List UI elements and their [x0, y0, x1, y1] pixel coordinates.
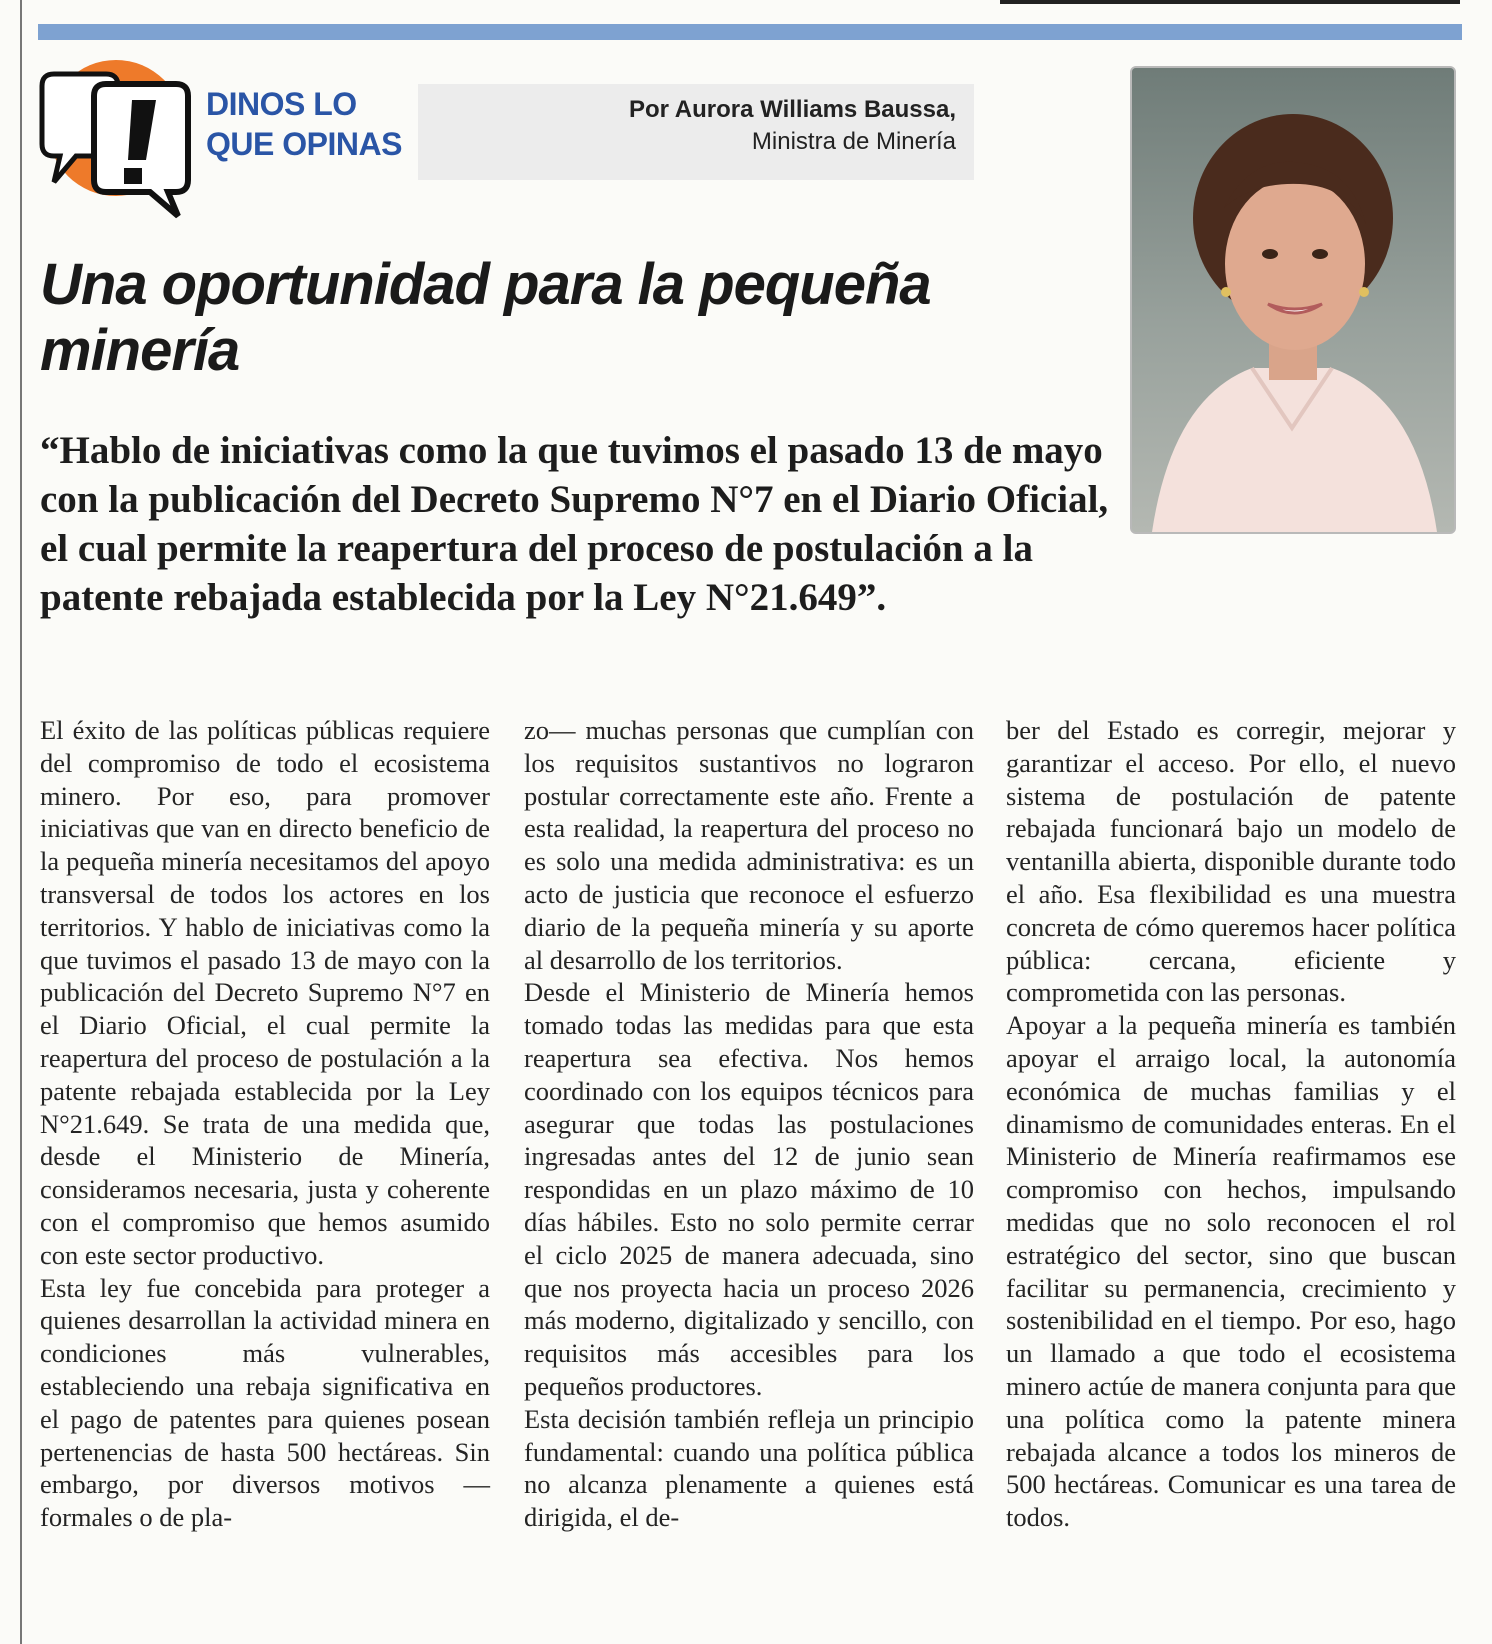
section-color-bar [38, 24, 1462, 40]
body-column-2 [524, 714, 974, 1534]
speech-bubble-exclamation-icon [28, 60, 208, 220]
headline: Una oportunidad para la pequeña minería [40, 252, 931, 383]
author-portrait-illustration [1132, 68, 1454, 532]
body-paragraph: Esta decisión también refleja un principio fundamental: cuando una política pública no alcanza plenamente a quienes está dirigida, el de- [524, 1403, 974, 1533]
top-strip [1000, 0, 1460, 4]
body-paragraph: zo— muchas personas que cumplían con los requisitos sustantivos no lograron postular correctamente este año. Frente a esta realidad, la reapertura del proceso no es solo una medida administrativa: es un acto de justicia que reconoce el esfuerzo diario de la pequeña minería y su aporte al desarrollo de los territorios. [524, 715, 974, 975]
body-paragraph: Esta ley fue concebida para proteger a quienes desarrollan la actividad minera en condiciones más vulnerables, estableciendo una rebaja significativa en el pago de patentes para quienes posean pertenencias de hasta 500 hectáreas. Sin embargo, por diversos motivos —formales o de pla- [40, 1272, 490, 1533]
section-title-line1: DINOS LO [206, 86, 357, 122]
body-column-1 [40, 714, 490, 1534]
author-photo [1130, 66, 1456, 534]
byline-role: Ministra de Minería [751, 128, 956, 155]
body-paragraph: ber del Estado es corregir, mejorar y garantizar el acceso. Por ello, el nuevo sistema de postulación de patente rebajada funcionará bajo un modelo de ventanilla abierta, disponible durante todo el año. Esa flexibilidad es una muestra concreta de cómo queremos hacer política pública: cercana, eficiente y comprometida con las personas. [1006, 715, 1456, 1008]
pull-quote: “Hablo de iniciativas como la que tuvimos el pasado 13 de mayo con la publicación del Decreto Supremo N°7 en el Diario Oficial, el cual permite la reapertura del proceso de postulación a la patente rebajada establecida por la Ley N°21.649”. [40, 429, 1109, 619]
body-paragraph: Desde el Ministerio de Minería hemos tomado todas las medidas para que esta reapertura sea efectiva. Nos hemos coordinado con los equipos técnicos para asegurar que todas las postulaciones ingresadas antes del 12 de junio sean respondidas en un plazo máximo de 10 días hábiles. Esto no solo permite cerrar el ciclo 2025 de manera adecuada, sino que nos proyecta hacia un proceso 2026 más moderno, digitalizado y sencillo, con requisitos más accesibles para los pequeños productores. [524, 977, 974, 1401]
body-column-3 [1006, 714, 1456, 1534]
page-margin-rule [20, 0, 22, 1644]
byline-author: Por Aurora Williams Baussa, [629, 96, 956, 123]
body-paragraph: Apoyar a la pequeña minería es también apoyar el arraigo local, la autonomía económica de muchas familias y el dinamismo de comunidades enteras. En el Ministerio de Minería reafirmamos ese compromiso con hechos, impulsando medidas que no solo reconocen el rol estratégico del sector, sino que buscan facilitar su permanencia, crecimiento y sostenibilidad en el tiempo. Por eso, hago un llamado a que todo el ecosistema minero actúe de manera conjunta para que una política como la patente minera rebajada alcance a todos los mineros de 500 hectáreas. Comunicar es una tarea de todos. [1006, 1010, 1456, 1533]
section-title [206, 84, 416, 164]
section-title-line2: QUE OPINAS [206, 126, 402, 162]
byline [418, 84, 974, 180]
body-paragraph: El éxito de las políticas públicas requiere del compromiso de todo el ecosistema minero. Por eso, para promover iniciativas que van en directo beneficio de la pequeña minería necesitamos del apoyo transversal de todos los actores en los territorios. Y hablo de iniciativas como la que tuvimos el pasado 13 de mayo con la publicación del Decreto Supremo N°7 en el Diario Oficial, el cual permite la reapertura del proceso de postulación a la patente rebajada establecida por la Ley N°21.649. Se trata de una medida que, desde el Ministerio de Minería, consideramos necesaria, justa y coherente con el compromiso que hemos asumido con este sector productivo. [40, 715, 490, 1270]
